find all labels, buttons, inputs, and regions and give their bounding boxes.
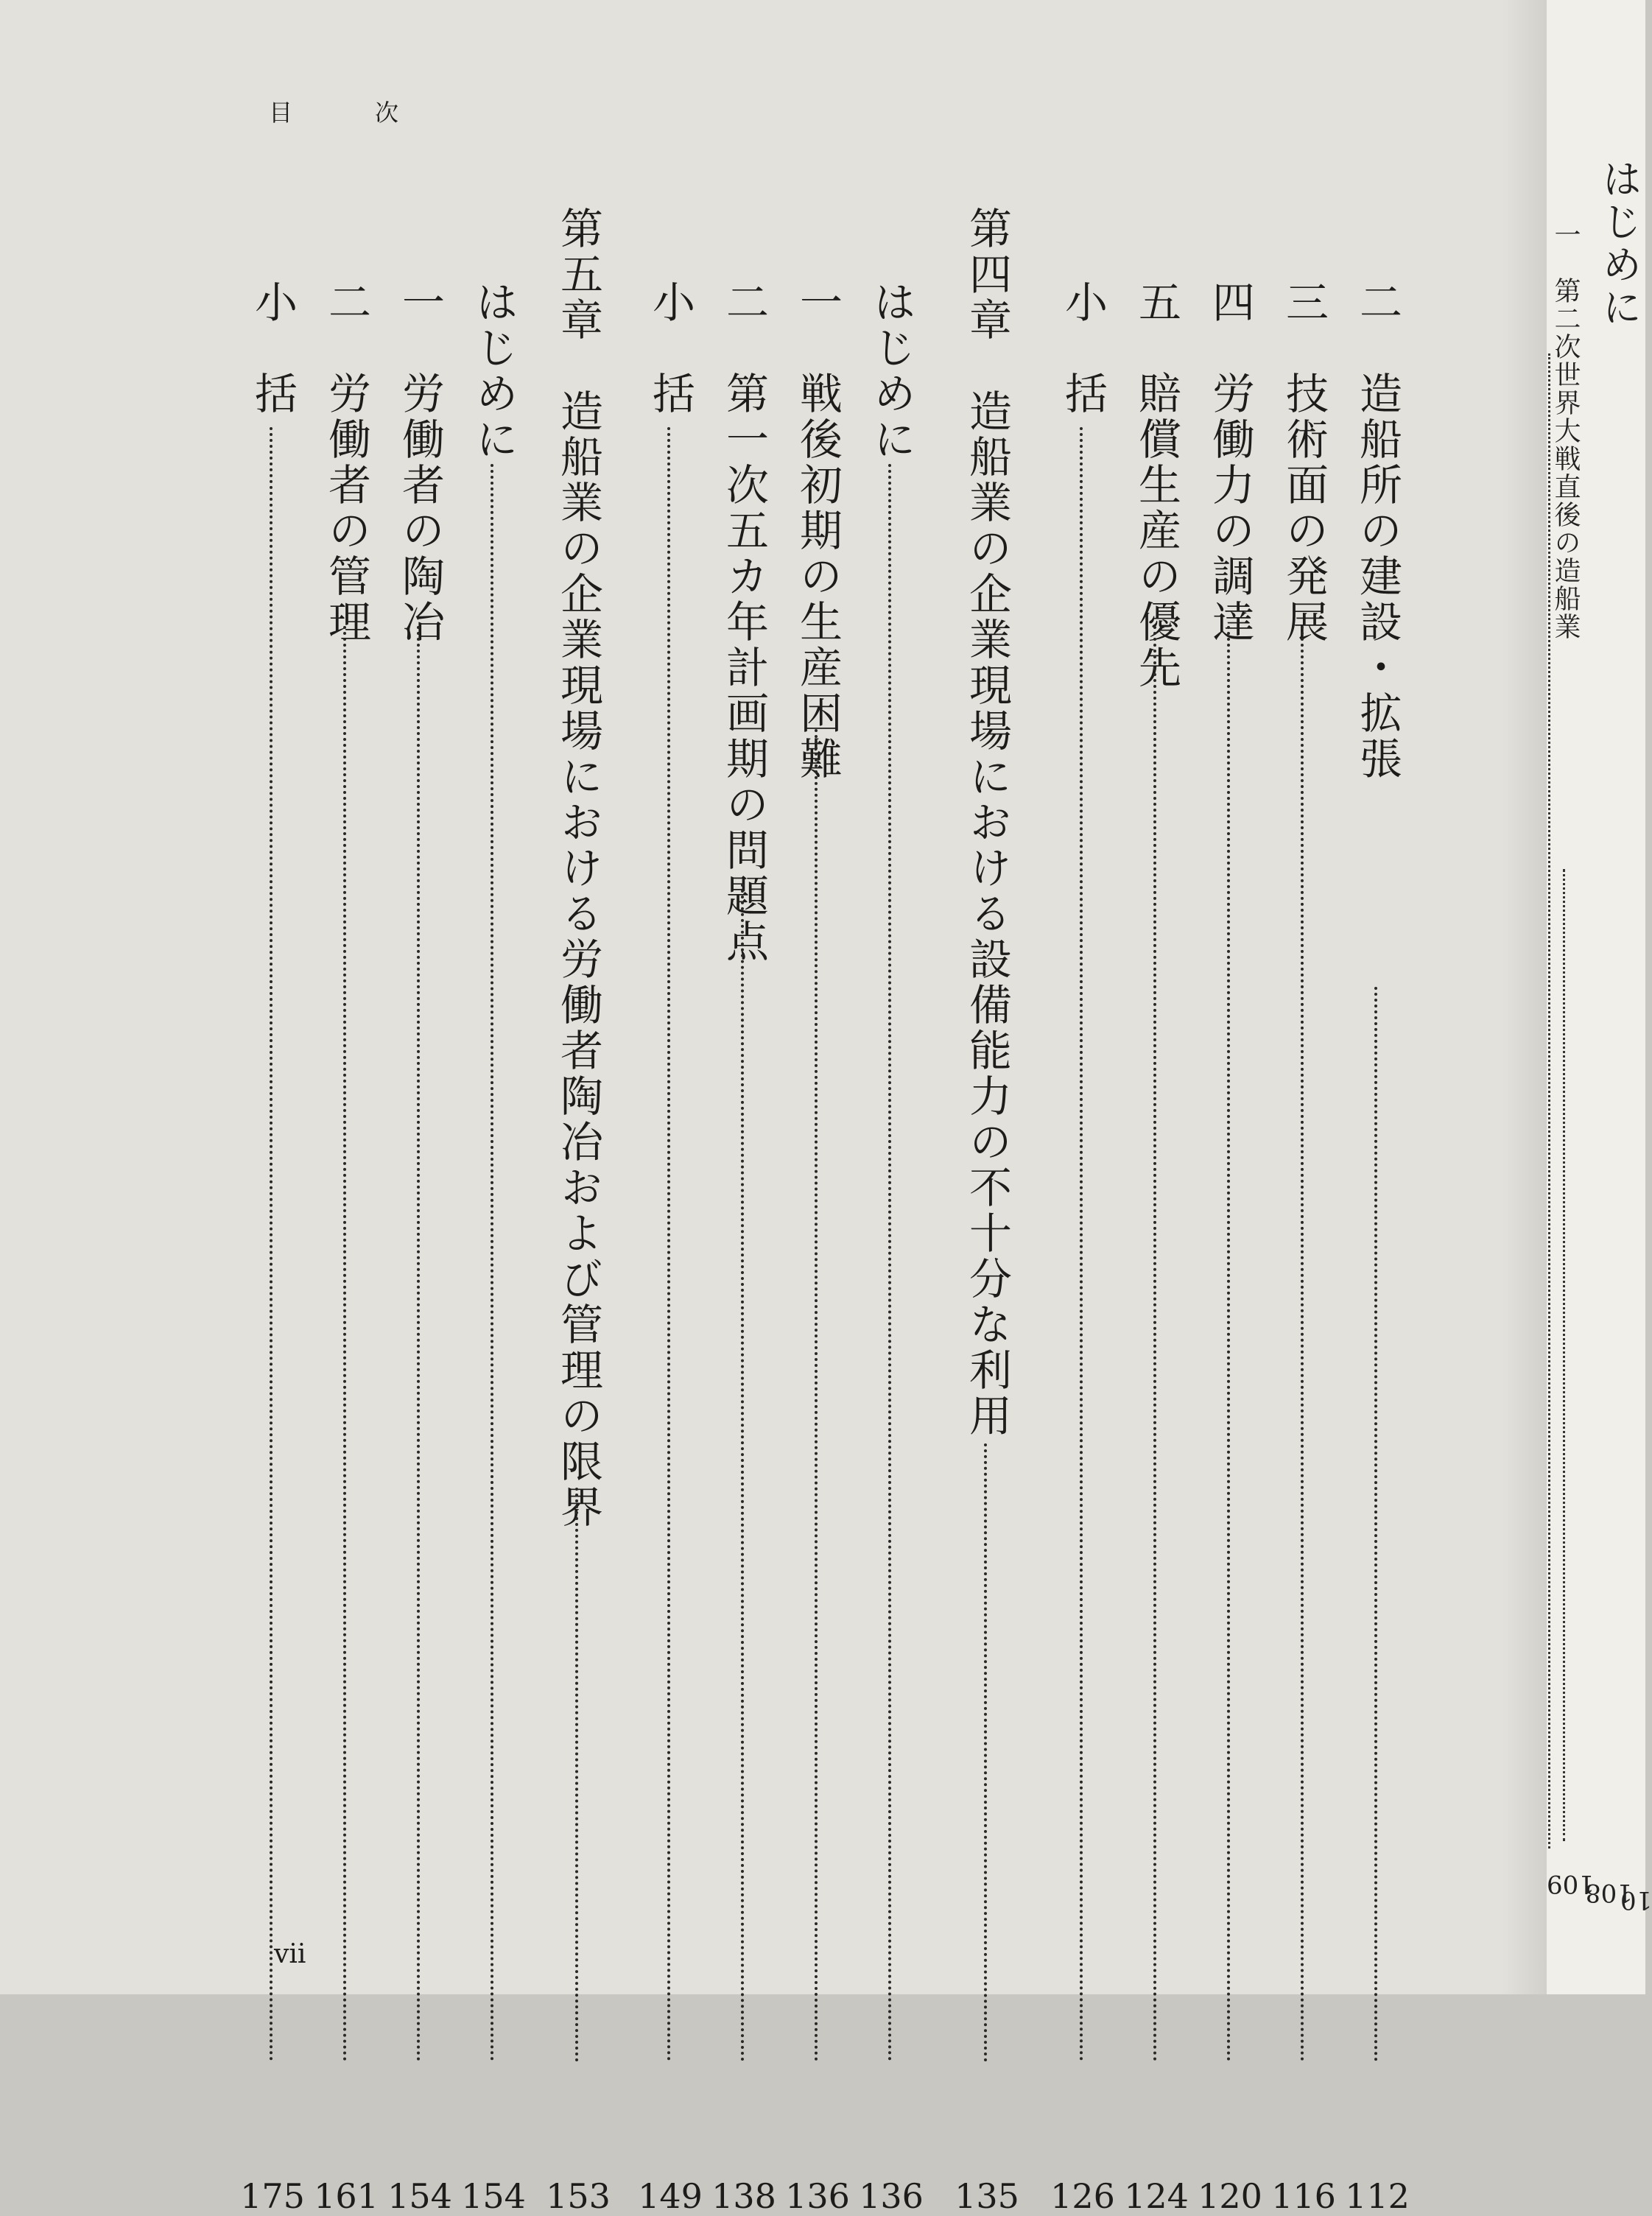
dot-leader [667, 427, 676, 2062]
dot-leader [1080, 427, 1089, 2062]
toc-entry [1120, 280, 1193, 2216]
entry-title: はじめに [866, 280, 916, 462]
page-number: 10 [1620, 1885, 1652, 1915]
dot-leader [741, 884, 750, 2062]
dot-leader [1227, 626, 1236, 2062]
toc-entry [457, 280, 530, 2216]
toc-entry [950, 206, 1024, 2216]
entry-title: 第五章 造船業の企業現場における労働者陶冶および管理の限界 [553, 206, 603, 1530]
toc-entry [236, 280, 309, 2216]
toc-entry [854, 280, 928, 2216]
dot-leader [815, 729, 823, 2062]
dot-leader [1563, 869, 1570, 1841]
dot-leader [270, 427, 278, 2062]
dot-leader [984, 1443, 993, 2062]
toc-entry [383, 280, 457, 2216]
page-number: 109 [1547, 1869, 1595, 1899]
entry-title: 三 技術面の発展 [1279, 280, 1329, 645]
page-gutter [1502, 0, 1547, 1994]
page-number: 149 [638, 2176, 703, 2216]
entry-title: 四 労働力の調達 [1205, 280, 1255, 645]
toc-entry [309, 280, 383, 2216]
dot-leader [888, 464, 897, 2062]
toc-entry [1340, 280, 1414, 2216]
toc-entry [781, 280, 854, 2216]
entry-title: 五 賠償生産の優先 [1131, 280, 1181, 691]
page-number: 138 [711, 2176, 776, 2216]
page-number: 161 [314, 2176, 379, 2216]
adjacent-entry-title: はじめに [1596, 158, 1642, 329]
page-number: 108 [1585, 1878, 1633, 1907]
page-number: 120 [1198, 2176, 1262, 2216]
page-number: 135 [955, 2176, 1019, 2216]
toc-entry [707, 280, 781, 2216]
page-number: 112 [1345, 2176, 1410, 2216]
entry-title: 二 労働者の管理 [321, 280, 371, 645]
folio: vii [274, 1939, 306, 1969]
running-head: 目 次 [269, 99, 429, 127]
page-number: 116 [1271, 2176, 1336, 2216]
toc-entry [1267, 280, 1340, 2216]
page-number: 126 [1050, 2176, 1115, 2216]
page-number: 154 [387, 2176, 452, 2216]
toc-entry [1193, 280, 1267, 2216]
entry-title: 小 括 [645, 280, 695, 417]
entry-title: 二 第一次五カ年計画期の問題点 [719, 280, 769, 965]
toc-entry [541, 206, 615, 2216]
dot-leader [491, 464, 499, 2062]
toc-entry [633, 280, 707, 2216]
dot-leader [575, 1488, 584, 2062]
page-number: 136 [859, 2176, 924, 2216]
page-number: 154 [461, 2176, 526, 2216]
adjacent-page [1547, 0, 1652, 1994]
page-number: 136 [785, 2176, 850, 2216]
dot-leader [417, 626, 426, 2062]
dot-leader [1374, 987, 1383, 2062]
adjacent-entry-title: 一 第二次世界大戦直後の造船業 [1550, 221, 1581, 641]
page-number: 153 [546, 2176, 611, 2216]
entry-title: 小 括 [1058, 280, 1108, 417]
dot-leader [343, 626, 352, 2062]
entry-title: 第四章 造船業の企業現場における設備能力の不十分な利用 [962, 206, 1012, 1439]
page-number: 124 [1124, 2176, 1189, 2216]
entry-title: 一 労働者の陶冶 [395, 280, 445, 645]
page-number: 175 [240, 2176, 305, 2216]
entry-title: 一 戦後初期の生産困難 [792, 280, 843, 782]
entry-title: 二 造船所の建設・拡張 [1352, 280, 1402, 782]
dot-leader [1301, 626, 1310, 2062]
entry-title: はじめに [468, 280, 519, 462]
toc-entry [1046, 280, 1120, 2216]
entry-title: 小 括 [247, 280, 298, 417]
dot-leader [1153, 626, 1162, 2062]
